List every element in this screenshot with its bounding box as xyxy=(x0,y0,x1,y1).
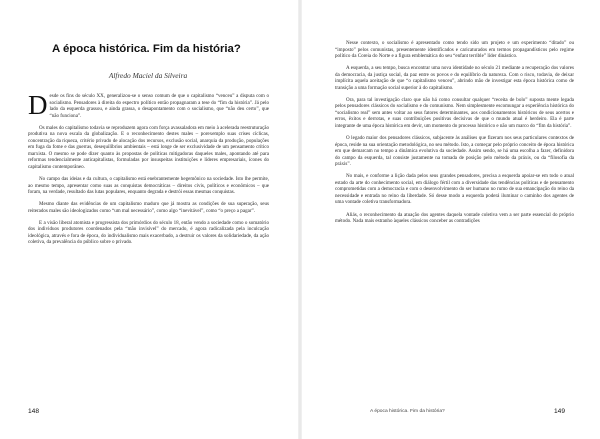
page-number-left: 148 xyxy=(28,408,40,415)
article-title: A época histórica. Fim da história? xyxy=(52,43,241,55)
drop-cap: D xyxy=(28,90,48,120)
left-paragraph-2: Os males do capitalismo todavia se reproduzem agora com força avassaladora em meio à acelerada reestruturação produtiva na nova escala da globalização. E o reconhecimento destes males – porexemplo suas crises cíclicas, concentração da riqueza, critério privado de alocação dos recursos, exclusão social, anarquia da produção, populações em fuga da fome e das guerras, desequilíbrios ambientais – está longe de ser exclusividade de um pensamento crítico marxista. O mesmo se pode dizer quanto às propostas de políticas mitigadoras daqueles males, apontando até para reformas tendencialmente anticapitalistas, formuladas por insuspeitas instituições e líderes empresariais, ícones do capitalismo contemporâneo. xyxy=(28,124,269,170)
right-paragraph-6: Aliás, o reconhecimento da atuação dos agentes daquela vontade coletiva vem a ser parte essencial do próprio método. Nada mais estranho àqueles clássicos conceber as contradições xyxy=(335,211,574,225)
page-number-right: 149 xyxy=(554,408,566,415)
left-paragraph-1-text: esde os fins do século XX, generalizou-se o senso comum de que o capitalismo “venceu” a disputa com o socialismo. Pensadores à direita do espectro político então propagnaram a tese do “fim da história”. Já pelo lado da esquerda grassou, e ainda grassa, o desapontamento com o socialismo, que “não deu certo”, que “não funciona”. xyxy=(49,93,269,119)
author-name: Alfredo Maciel da Silveira xyxy=(108,71,188,80)
right-page xyxy=(300,0,600,439)
right-paragraph-2: A esquerda, a seu tempo, busca encontrar uma nova identidade no século 21 mediante a recuperação dos valores da democracia, da justiça social, da paz entre os povos e do equilíbrio da natureza. Com o risco, todavia, de deixar implícita aquela aceitação de que “o capitalismo venceu”, abrindo mão de investigar esta época histórica como de transição a uma formação social superior à do capitalismo. xyxy=(335,65,574,91)
left-paragraph-5: E a visão liberal atomista e progressista dos primórdios do século 18, então vendo a sociedade como o somatório dos individuos produtores coordenados pela “mão invisível” do mercado, é agora radicalizada pela inculcação ideológica, através e fora de época, do individualismo mais exacerbado, a destruir os valores da solidariedade, da ação coletiva, da prevalência do público sobre o privado. xyxy=(28,219,269,246)
right-body-text xyxy=(335,40,574,225)
left-paragraph-1 xyxy=(28,90,269,120)
right-paragraph-4: O legado maior dos pensadores clássicos, subjacente às análises que fizeram nos seus particulares contextos de época, reside na sua orientação metodológica, no seu método. Isto, a começar pelo próprio conceito de época histórica em que demarcam no tempo a dinâmica evolutiva da sociedade. Assim sendo, se há uma escolha a fazer, definidora do campo da esquerda, tal consiste justamente na tomada de posição pelo método da práxis, ou da “filosofia da práxis”. xyxy=(335,135,574,168)
left-paragraph-4: Mesmo diante das evidências de um capitalismo maduro que já mostra as condições de sua superação, seus reiterados males são ideologizados como “um mal necessário”, como algo “inevitável”, como “o preço a pagar”. xyxy=(28,201,269,214)
running-footer: A época histórica. Fim da história? xyxy=(370,409,445,414)
right-paragraph-3: Ora, para tal investigação claro que não há como consultar qualquer “receita de bolo” suposta mente legada pelos pensadores clássicos do socialismo e do comunismo. Nem simplesmente escomungar a experiência histórica do “socialismo real” sem antes voltar ao seus fatores determinantes, aos condicionamentos históricos de seus acertos e erros, êxitos e derrotas, e suas contribuições positivas decisivas de que o mundo atual é herdeiro. Ela é parte integrante de uma época histórica em devir, um momento do processo histórico e não um marco do “fim da história”. xyxy=(335,96,574,130)
left-body-text xyxy=(28,90,269,246)
right-paragraph-1: Nesse contexto, o socialismo é apresentado como tendo sido um projeto e um experimento “ditado” ou “imposto” pelos comunistas, presentemente identificados e caricaturados em termos propagandísticos pelo regime político da Coreia do Norte e a figura emblemática do seu “enfant terrible” líder dinástico. xyxy=(335,40,574,60)
left-paragraph-3: No campo das ideias e da cultura, o capitalismo está enebrantemente hegemônico na sociedade. Isto lhe permite, ao mesmo tempo, apresentar como suas as conquistas democráticas – direitos civis, políticos e econômicos – que foram, na verdade, resultado das lutas populares, enquanto degrada e destrói essas mesmas conquistas. xyxy=(28,176,269,196)
right-paragraph-5: No mais, e conforme a lição dada pelos seus grandes pensadores, precisa a esquerda apoiar-se em todo o atual estado da arte do conhecimento social, em diálogo fértil com a diversidade das tendências políticas e de pensamento comprometidas com a democracia e com o desenvolvimento do ser humano no rumo de sua emancipação do reino da necessidade e entrada no reino da liberdade. Só desse modo a esquerda poderá iluminar o caminho dos agentes de uma vontade coletiva transformadora. xyxy=(335,173,574,206)
